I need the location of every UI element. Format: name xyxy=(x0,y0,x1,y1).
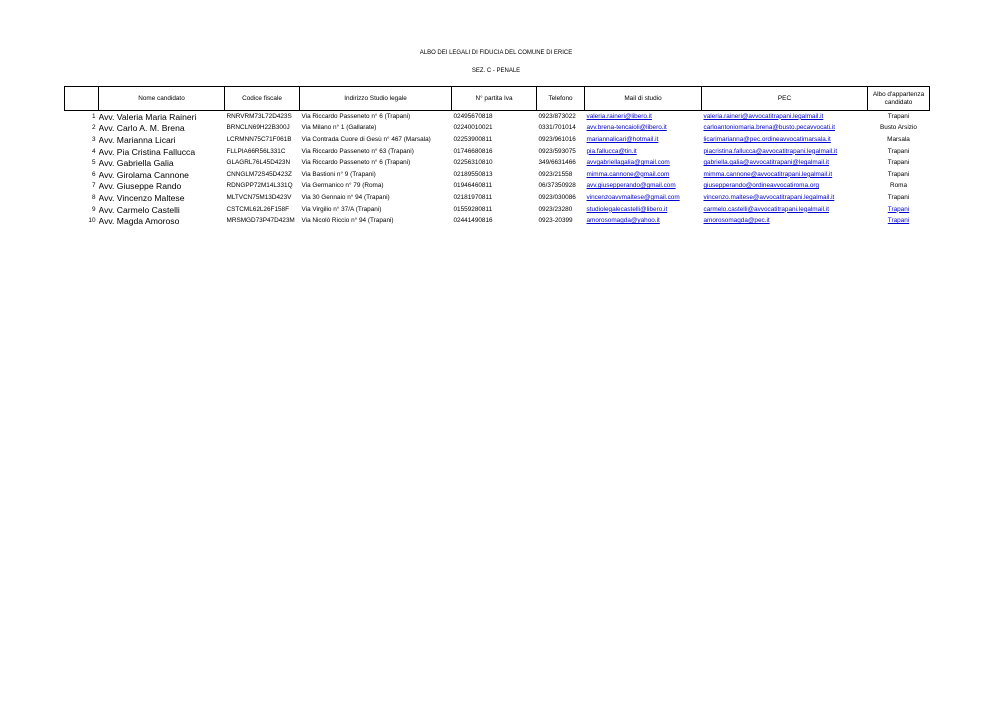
cell-mail xyxy=(585,181,702,193)
studio-email-link[interactable]: avvgabriellagalia@gmail.com xyxy=(586,159,670,167)
section-title: SEZ. C - PENALE xyxy=(471,68,521,74)
cell-telefono xyxy=(537,157,585,169)
table-row xyxy=(65,215,930,227)
cell-pec xyxy=(702,192,868,204)
cell-telefono xyxy=(537,215,585,227)
cell-mail xyxy=(585,169,702,181)
albo-value: Trapani xyxy=(887,112,910,120)
cell-nome xyxy=(99,215,225,227)
phone-number: 0923/593075 xyxy=(538,147,576,155)
row-number: 7 xyxy=(91,182,96,190)
table-row xyxy=(65,169,930,181)
studio-address: Via Bastioni n° 9 (Trapani) xyxy=(301,170,376,178)
table-row xyxy=(65,111,930,123)
partita-iva: 02240010021 xyxy=(453,124,493,132)
codice-fiscale: GLAGRL76L45D423N xyxy=(226,159,291,167)
studio-address: Via Riccardo Passeneto n° 6 (Trapani) xyxy=(301,112,411,120)
studio-address: Via 30 Gennaio n° 94 (Trapani) xyxy=(301,193,390,201)
albo-value: Busto Arsizio xyxy=(880,124,917,132)
cell-num xyxy=(65,111,99,123)
phone-number: 0923/030086 xyxy=(538,193,576,201)
cell-num xyxy=(65,157,99,169)
cell-albo xyxy=(868,181,930,193)
cell-albo xyxy=(868,157,930,169)
studio-email-link[interactable]: pia.fallucca@tin.it xyxy=(586,147,637,155)
codice-fiscale: RNRVRM73L72D423S xyxy=(226,112,292,120)
cell-piva xyxy=(452,181,537,193)
codice-fiscale: CSTCML62L26F158F xyxy=(226,205,290,213)
albo-value[interactable]: Trapani xyxy=(887,205,910,213)
candidate-name: Avv. Gabriella Galia xyxy=(98,158,174,169)
cell-num xyxy=(65,134,99,146)
row-number: 8 xyxy=(91,193,96,201)
codice-fiscale: RDNGPP72M14L331Q xyxy=(226,182,293,190)
pec-email-link[interactable]: valeria.raineri@avvocatitrapani.legalmail.it xyxy=(703,112,824,120)
cell-nome xyxy=(99,146,225,158)
cell-piva xyxy=(452,146,537,158)
cell-albo xyxy=(868,204,930,216)
cell-indirizzo xyxy=(300,123,452,135)
cell-cf xyxy=(225,181,300,193)
cell-cf xyxy=(225,215,300,227)
cell-cf xyxy=(225,204,300,216)
phone-number: 0923/873022 xyxy=(538,112,576,120)
partita-iva: 02495670818 xyxy=(453,112,493,120)
cell-albo xyxy=(868,169,930,181)
cell-pec xyxy=(702,157,868,169)
header-mail: Mail di studio xyxy=(585,87,702,111)
cell-pec xyxy=(702,204,868,216)
cell-telefono xyxy=(537,123,585,135)
cell-indirizzo xyxy=(300,204,452,216)
cell-indirizzo xyxy=(300,111,452,123)
studio-address: Via Contrada Cuore di Gesù n° 467 (Marsala) xyxy=(301,135,431,143)
pec-email-link[interactable]: mimma.cannone@avvocatitrapani.legalmail.it xyxy=(703,170,833,178)
albo-value: Marsala xyxy=(887,135,910,143)
studio-address: Via Germanico n° 79 (Roma) xyxy=(301,182,384,190)
cell-pec xyxy=(702,181,868,193)
candidate-name: Avv. Carmelo Castelli xyxy=(98,204,180,215)
cell-pec xyxy=(702,169,868,181)
cell-piva xyxy=(452,157,537,169)
candidate-name: Avv. Marianna Licari xyxy=(98,134,176,145)
studio-email-link[interactable]: studiolegalecastelli@libero.it xyxy=(586,205,668,213)
cell-indirizzo xyxy=(300,181,452,193)
cell-piva xyxy=(452,215,537,227)
partita-iva: 01559280811 xyxy=(453,205,493,213)
cell-mail xyxy=(585,157,702,169)
phone-number: 349/6631466 xyxy=(538,159,576,167)
partita-iva: 01946460811 xyxy=(453,182,493,190)
cell-telefono xyxy=(537,204,585,216)
cell-num xyxy=(65,146,99,158)
albo-value[interactable]: Trapani xyxy=(887,217,910,225)
pec-email-link[interactable]: vincenzo.maltese@avvocatitrapani.legalmail.it xyxy=(703,193,835,201)
cell-piva xyxy=(452,169,537,181)
cell-pec xyxy=(702,111,868,123)
phone-number: 0923/961016 xyxy=(538,135,576,143)
codice-fiscale: MRSMGD73P47D423M xyxy=(226,217,295,225)
studio-address: Via Riccardo Passeneto n° 6 (Trapani) xyxy=(301,159,411,167)
cell-nome xyxy=(99,157,225,169)
phone-number: 06/37350928 xyxy=(538,182,576,190)
studio-email-link[interactable]: mimma.cannone@gmail.com xyxy=(586,170,670,178)
cell-albo xyxy=(868,146,930,158)
header-nome: Nome candidato xyxy=(99,87,225,111)
albo-value: Trapani xyxy=(887,147,910,155)
cell-cf xyxy=(225,134,300,146)
cell-cf xyxy=(225,192,300,204)
row-number: 6 xyxy=(91,170,96,178)
studio-email-link[interactable]: avv.giusepperando@gmail.com xyxy=(586,182,676,190)
codice-fiscale: BRNCLN69H22B300J xyxy=(226,124,290,132)
albo-value: Trapani xyxy=(887,193,910,201)
cell-mail xyxy=(585,204,702,216)
cell-mail xyxy=(585,134,702,146)
phone-number: 0923/21558 xyxy=(538,170,573,178)
row-number: 5 xyxy=(91,159,96,167)
partita-iva: 02441490816 xyxy=(453,217,493,225)
pec-email-link[interactable]: giusepperando@ordineavvocatiroma.org xyxy=(703,182,820,190)
pec-email-link[interactable]: carmelo.castelli@avvocatitrapani.legalmail.it xyxy=(703,205,829,213)
codice-fiscale: FLLPIA66R56L331C xyxy=(226,147,286,155)
cell-nome xyxy=(99,111,225,123)
phone-number: 0923/23280 xyxy=(538,205,573,213)
table-row xyxy=(65,146,930,158)
cell-num xyxy=(65,204,99,216)
studio-email-link[interactable]: mariannalicari@hotmail.it xyxy=(586,135,659,143)
cell-mail xyxy=(585,215,702,227)
cell-piva xyxy=(452,192,537,204)
candidate-name: Avv. Girolama Cannone xyxy=(98,169,189,180)
codice-fiscale: LCRMNN75C71F061B xyxy=(226,135,292,143)
cell-pec xyxy=(702,146,868,158)
cell-pec xyxy=(702,134,868,146)
partita-iva: 02181970811 xyxy=(453,193,493,201)
candidate-name: Avv. Carlo A. M. Brena xyxy=(98,123,185,134)
cell-albo xyxy=(868,123,930,135)
studio-address: Via Virgilio n° 37/A (Trapani) xyxy=(301,205,382,213)
cell-num xyxy=(65,169,99,181)
cell-nome xyxy=(99,204,225,216)
row-number: 9 xyxy=(91,205,96,213)
table-body xyxy=(65,111,930,227)
studio-address: Via Riccardo Passeneto n° 63 (Trapani) xyxy=(301,147,414,155)
cell-pec xyxy=(702,215,868,227)
cell-albo xyxy=(868,134,930,146)
cell-num xyxy=(65,181,99,193)
cell-nome xyxy=(99,123,225,135)
header-indirizzo: Indirizzo Studio legale xyxy=(300,87,452,111)
cell-mail xyxy=(585,192,702,204)
albo-value: Trapani xyxy=(887,170,910,178)
phone-number: 0923-20399 xyxy=(538,217,573,225)
cell-nome xyxy=(99,169,225,181)
cell-telefono xyxy=(537,134,585,146)
table-row xyxy=(65,134,930,146)
partita-iva: 02189550813 xyxy=(453,170,493,178)
table-row xyxy=(65,192,930,204)
cell-nome xyxy=(99,134,225,146)
row-number: 3 xyxy=(91,135,96,143)
document-title: ALBO DEI LEGALI DI FIDUCIA DEL COMUNE DI ERICE xyxy=(419,50,573,56)
partita-iva: 01746680816 xyxy=(453,147,493,155)
row-number: 10 xyxy=(88,217,96,225)
cell-piva xyxy=(452,111,537,123)
studio-email-link[interactable]: avv.brena-tencaioli@libero.it xyxy=(586,124,667,132)
studio-address: Via Nicolò Riccio n° 94 (Trapani) xyxy=(301,217,394,225)
cell-telefono xyxy=(537,169,585,181)
partita-iva: 02256310810 xyxy=(453,159,493,167)
cell-num xyxy=(65,123,99,135)
cell-telefono xyxy=(537,146,585,158)
header-codice-fiscale: Codice fiscale xyxy=(225,87,300,111)
codice-fiscale: CNNGLM72S45D423Z xyxy=(226,170,292,178)
cell-indirizzo xyxy=(300,146,452,158)
pec-email-link[interactable]: gabriella.galia@avvocatitrapani@legalmail.it xyxy=(703,159,830,167)
cell-num xyxy=(65,215,99,227)
cell-piva xyxy=(452,123,537,135)
cell-nome xyxy=(99,192,225,204)
cell-albo xyxy=(868,215,930,227)
cell-telefono xyxy=(537,181,585,193)
cell-mail xyxy=(585,146,702,158)
cell-num xyxy=(65,192,99,204)
cell-piva xyxy=(452,134,537,146)
cell-cf xyxy=(225,111,300,123)
row-number: 1 xyxy=(91,112,96,120)
header-num xyxy=(65,87,99,111)
table-row xyxy=(65,204,930,216)
candidate-name: Avv. Valeria Maria Raineri xyxy=(98,111,197,122)
partita-iva: 02253900811 xyxy=(453,135,493,143)
cell-telefono xyxy=(537,192,585,204)
cell-indirizzo xyxy=(300,192,452,204)
cell-cf xyxy=(225,146,300,158)
cell-mail xyxy=(585,123,702,135)
albo-value: Trapani xyxy=(887,159,910,167)
candidate-name: Avv. Giuseppe Rando xyxy=(98,181,182,192)
cell-indirizzo xyxy=(300,157,452,169)
cell-telefono xyxy=(537,111,585,123)
candidate-name: Avv. Pia Cristina Fallucca xyxy=(98,146,196,157)
cell-indirizzo xyxy=(300,215,452,227)
albo-value: Roma xyxy=(889,182,908,190)
codice-fiscale: MLTVCN75M13D423V xyxy=(226,193,292,201)
table-row xyxy=(65,157,930,169)
studio-email-link[interactable]: amorosomagda@yahoo.it xyxy=(586,217,660,225)
header-pec: PEC xyxy=(702,87,868,111)
cell-albo xyxy=(868,192,930,204)
lawyers-table xyxy=(64,86,930,227)
studio-email-link[interactable]: vincenzoavvmaltese@gmail.com xyxy=(586,193,680,201)
cell-cf xyxy=(225,123,300,135)
cell-nome xyxy=(99,181,225,193)
cell-cf xyxy=(225,157,300,169)
studio-address: Via Milano n° 1 (Gallarate) xyxy=(301,124,377,132)
candidate-name: Avv. Vincenzo Maltese xyxy=(98,192,185,203)
row-number: 2 xyxy=(91,124,96,132)
cell-pec xyxy=(702,123,868,135)
pec-email-link[interactable]: carloantoniomaria.brena@busto.pecavvocati.it xyxy=(703,124,836,132)
cell-indirizzo xyxy=(300,169,452,181)
cell-piva xyxy=(452,204,537,216)
cell-albo xyxy=(868,111,930,123)
header-partita-iva: N° partita Iva xyxy=(452,87,537,111)
cell-indirizzo xyxy=(300,134,452,146)
table-row xyxy=(65,181,930,193)
phone-number: 0331/701014 xyxy=(538,124,576,132)
table-header-row xyxy=(65,87,930,111)
pec-email-link[interactable]: licarimarianna@pec.ordineavvocatimarsala.it xyxy=(703,135,831,143)
header-albo: Albo d'appartenza candidato xyxy=(868,87,930,111)
cell-mail xyxy=(585,111,702,123)
candidate-name: Avv. Magda Amoroso xyxy=(98,216,180,227)
studio-email-link[interactable]: valeria.raineri@libero.it xyxy=(586,112,652,120)
header-telefono: Telefono xyxy=(537,87,585,111)
row-number: 4 xyxy=(91,147,96,155)
pec-email-link[interactable]: amorosomagda@pec.it xyxy=(703,217,770,225)
table-row xyxy=(65,123,930,135)
pec-email-link[interactable]: piacristina.fallucca@avvocatitrapani.legalmail.it xyxy=(703,147,838,155)
cell-cf xyxy=(225,169,300,181)
